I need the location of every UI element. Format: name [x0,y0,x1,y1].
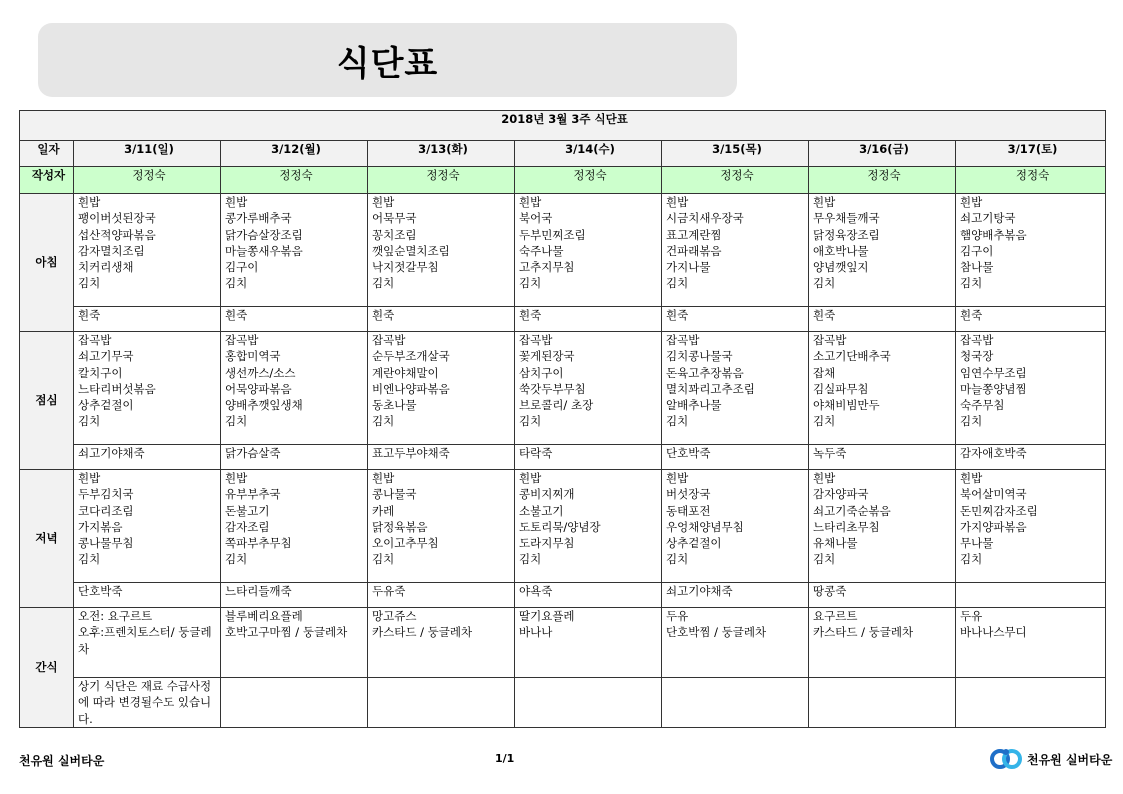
menu-item: 김치 [372,276,395,291]
empty-cell [809,678,956,728]
menu-item: 마늘쫑양념찜 [960,381,1027,396]
menu-item: 어묵무국 [372,211,417,226]
porridge-cell: 단호박죽 [662,445,809,470]
menu-item: 김치 [666,276,689,291]
footer-logo [990,746,1112,772]
menu-cell [368,194,515,307]
menu-item: 김치 [813,276,836,291]
menu-cell [515,470,662,583]
menu-item: 홍합미역국 [225,349,281,364]
menu-item: 도라지무침 [519,536,575,551]
menu-cell [221,470,368,583]
menu-item: 흰밥 [78,471,101,485]
menu-item: 콩가루배추국 [225,211,292,226]
menu-item: 청국장 [960,349,994,364]
menu-item: 김치 [519,552,542,567]
menu-item: 낙지젓갈무침 [372,260,439,275]
menu-item: 흰밥 [960,471,983,485]
logo-icon [990,746,1024,772]
menu-item: 딸기요플레 [519,609,575,623]
porridge-cell: 두유죽 [368,583,515,608]
date-cell: 3/17(토) [956,141,1106,167]
snack-cell [956,608,1106,678]
menu-item: 팽이버섯된장국 [78,211,156,226]
menu-cell [368,470,515,583]
date-cell: 3/14(수) [515,141,662,167]
menu-item: 쪽파부추무침 [225,536,292,551]
menu-item: 김치 [813,552,836,567]
menu-item: 알배추나물 [666,398,722,413]
porridge-cell: 흰죽 [221,307,368,332]
menu-item: 시금치새우장국 [666,211,744,226]
date-cell: 3/16(금) [809,141,956,167]
porridge-cell: 흰죽 [368,307,515,332]
author-cell: 정정숙 [956,167,1106,194]
menu-item: 돈불고기 [225,503,270,518]
menu-item: 유채나물 [813,536,858,551]
menu-item: 망고쥬스 [372,609,417,623]
menu-cell [515,332,662,445]
author-cell: 정정숙 [515,167,662,194]
porridge-cell: 표고두부야채죽 [368,445,515,470]
author-cell: 정정숙 [809,167,956,194]
menu-item: 북어살미역국 [960,487,1027,502]
menu-item: 잡곡밥 [519,333,553,347]
porridge-cell: 쇠고기야채죽 [662,583,809,608]
menu-item: 감자조림 [225,519,270,534]
menu-item: 닭정육장조림 [813,227,880,242]
date-cell: 3/15(목) [662,141,809,167]
menu-item: 흰밥 [372,195,395,209]
menu-item: 바나나 [519,625,553,640]
menu-item: 카레 [372,503,395,518]
menu-item: 가지나물 [666,260,711,275]
porridge-cell: 땅콩죽 [809,583,956,608]
menu-item: 바나나스무디 [960,625,1027,640]
menu-item: 동초나물 [372,398,417,413]
menu-item: 잡곡밥 [666,333,700,347]
menu-item: 두부민찌조림 [519,227,586,242]
porridge-cell: 흰죽 [809,307,956,332]
menu-item: 어묵양파볶음 [225,381,292,396]
menu-item: 흰밥 [813,195,836,209]
meal-label: 아침 [20,194,74,332]
menu-item: 숙주나물 [519,243,564,258]
menu-item: 김실파무침 [813,381,869,396]
menu-item: 소불고기 [519,503,564,518]
menu-item: 김구이 [960,243,994,258]
menu-item: 북어국 [519,211,553,226]
menu-item: 두부김치국 [78,487,134,502]
date-label: 일자 [20,141,74,167]
menu-item: 숙주무침 [960,398,1005,413]
author-cell: 정정숙 [74,167,221,194]
porridge-cell: 감자애호박죽 [956,445,1106,470]
menu-cell [662,194,809,307]
menu-item: 김치 [519,276,542,291]
author-cell: 정정숙 [662,167,809,194]
menu-item: 소고기단배추국 [813,349,891,364]
menu-item: 표고계란찜 [666,227,722,242]
menu-cell [662,470,809,583]
author-label: 작성자 [20,167,74,194]
porridge-cell: 흰죽 [515,307,662,332]
empty-cell [662,678,809,728]
menu-item: 애호박나물 [813,243,869,258]
menu-item: 돈민찌감자조림 [960,503,1038,518]
empty-cell [368,678,515,728]
snack-cell [809,608,956,678]
menu-item: 잡곡밥 [372,333,406,347]
menu-item: 유부부추국 [225,487,281,502]
porridge-cell: 흰죽 [956,307,1106,332]
menu-item: 김치 [519,414,542,429]
menu-item: 콩비지찌개 [519,487,575,502]
author-cell: 정정숙 [221,167,368,194]
menu-cell [956,332,1106,445]
menu-item: 김구이 [225,260,259,275]
menu-item: 코다리조림 [78,503,134,518]
menu-item: 버섯장국 [666,487,711,502]
menu-item: 감자양파국 [813,487,869,502]
menu-item: 김치 [78,414,101,429]
menu-item: 잡채 [813,365,836,380]
menu-item: 꽃게된장국 [519,349,575,364]
menu-item: 비엔나양파볶음 [372,381,450,396]
empty-cell [956,678,1106,728]
menu-item: 양념깻잎지 [813,260,869,275]
snack-cell [368,608,515,678]
menu-item: 가지양파볶음 [960,519,1027,534]
menu-item: 흰밥 [960,195,983,209]
porridge-cell: 야욕죽 [515,583,662,608]
menu-item: 오후:프렌치토스터/ 둥글레차 [78,625,212,656]
menu-item: 흰밥 [225,471,248,485]
meal-table [19,110,1106,728]
menu-cell [74,332,221,445]
footer-org: 천유원 실버타운 [19,754,105,768]
porridge-cell: 단호박죽 [74,583,221,608]
author-cell: 정정숙 [368,167,515,194]
menu-item: 야채비빔만두 [813,398,880,413]
menu-item: 흰밥 [666,195,689,209]
menu-item: 계란야채말이 [372,365,439,380]
menu-item: 쇠고기죽순볶음 [813,503,891,518]
menu-item: 김치 [960,276,983,291]
menu-item: 브로콜리/ 초장 [519,398,594,413]
logo-text: 천유원 실버타운 [1027,752,1113,767]
menu-item: 느타리초무침 [813,519,880,534]
menu-item: 도토리묵/양념장 [519,519,601,534]
menu-item: 잡곡밥 [225,333,259,347]
menu-cell [809,194,956,307]
date-cell: 3/11(일) [74,141,221,167]
menu-cell [74,194,221,307]
menu-item: 꽁치조림 [372,227,417,242]
menu-item: 삼치구이 [519,365,564,380]
porridge-cell: 느타리들깨죽 [221,583,368,608]
menu-item: 참나물 [960,260,994,275]
menu-item: 카스타드 / 둥글레차 [813,625,914,640]
porridge-cell: 타락죽 [515,445,662,470]
menu-item: 오이고추무침 [372,536,439,551]
menu-item: 콩나물무침 [78,536,134,551]
menu-item: 흰밥 [372,471,395,485]
menu-item: 김치 [960,552,983,567]
menu-cell [221,194,368,307]
snack-cell [662,608,809,678]
menu-item: 흰밥 [519,195,542,209]
table-title: 2018년 3월 3주 식단표 [20,111,1106,141]
menu-item: 쇠고기탕국 [960,211,1016,226]
meal-label: 저녁 [20,470,74,608]
menu-item: 흰밥 [666,471,689,485]
snack-cell [515,608,662,678]
menu-item: 무나물 [960,536,994,551]
menu-item: 콩나물국 [372,487,417,502]
menu-item: 흰밥 [519,471,542,485]
empty-cell [221,678,368,728]
menu-cell [221,332,368,445]
menu-item: 카스타드 / 둥글레차 [372,625,473,640]
meal-label: 간식 [20,608,74,728]
menu-item: 단호박찜 / 둥글레차 [666,625,767,640]
menu-item: 상추겉절이 [78,398,134,413]
menu-item: 햄양배추볶음 [960,227,1027,242]
page-number: 1/1 [495,752,515,765]
menu-item: 김치 [960,414,983,429]
snack-cell [221,608,368,678]
porridge-cell: 쇠고기야채죽 [74,445,221,470]
menu-cell [515,194,662,307]
menu-cell [809,470,956,583]
menu-item: 가지볶음 [78,519,123,534]
menu-item: 쑥갓두부무침 [519,381,586,396]
page-title-box [38,23,737,97]
menu-item: 동태포전 [666,503,711,518]
porridge-cell: 흰죽 [74,307,221,332]
menu-item: 건파래볶음 [666,243,722,258]
menu-item: 김치 [225,552,248,567]
menu-item: 김치 [666,552,689,567]
menu-cell [662,332,809,445]
menu-item: 김치 [666,414,689,429]
menu-item: 감자멸치조림 [78,243,145,258]
menu-item: 무우채들깨국 [813,211,880,226]
menu-item: 닭정육볶음 [372,519,428,534]
menu-item: 김치 [813,414,836,429]
menu-cell [809,332,956,445]
menu-item: 흰밥 [225,195,248,209]
menu-item: 우엉채양념무침 [666,519,744,534]
menu-item: 마늘쫑새우볶음 [225,243,303,258]
menu-cell [956,470,1106,583]
menu-item: 임연수무조림 [960,365,1027,380]
porridge-cell: 흰죽 [662,307,809,332]
menu-item: 잡곡밥 [78,333,112,347]
date-cell: 3/12(월) [221,141,368,167]
menu-item: 호박고구마찜 / 둥글레차 [225,625,348,640]
menu-item: 섭산적양파볶음 [78,227,156,242]
menu-item: 양배추깻잎생채 [225,398,303,413]
menu-item: 김치 [225,276,248,291]
menu-cell [74,470,221,583]
menu-item: 두유 [960,609,983,623]
menu-item: 잡곡밥 [960,333,994,347]
menu-item: 생선까스/소스 [225,365,296,380]
menu-item: 멸치꽈리고추조림 [666,381,755,396]
menu-item: 흰밥 [813,471,836,485]
menu-cell [956,194,1106,307]
meal-label: 점심 [20,332,74,470]
empty-cell [515,678,662,728]
menu-item: 고추지무침 [519,260,575,275]
page-title: 식단표 [336,43,439,84]
menu-item: 닭가슴살장조림 [225,227,303,242]
porridge-cell [956,583,1106,608]
menu-item: 요구르트 [813,609,858,623]
menu-item: 칼치구이 [78,365,123,380]
menu-item: 블루베리요플레 [225,609,303,623]
date-cell: 3/13(화) [368,141,515,167]
menu-item: 김치 [78,276,101,291]
menu-item: 흰밥 [78,195,101,209]
menu-item: 깻잎순멸치조림 [372,243,450,258]
menu-item: 김치 [372,414,395,429]
porridge-cell: 녹두죽 [809,445,956,470]
menu-item: 김치 [372,552,395,567]
menu-item: 김치 [225,414,248,429]
menu-item: 치커리생채 [78,260,134,275]
menu-item: 잡곡밥 [813,333,847,347]
menu-item: 오전: 요구르트 [78,609,153,623]
menu-item: 김치 [78,552,101,567]
menu-item: 쇠고기무국 [78,349,134,364]
menu-item: 느타리버섯볶음 [78,381,156,396]
menu-item: 돈육고추장볶음 [666,365,744,380]
menu-item: 김치콩나물국 [666,349,733,364]
menu-cell [368,332,515,445]
porridge-cell: 닭가슴살죽 [221,445,368,470]
snack-cell [74,608,221,678]
menu-item: 두유 [666,609,689,623]
menu-item: 순두부조개살국 [372,349,450,364]
menu-item: 상추겉절이 [666,536,722,551]
notice-text: 상기 식단은 재료 수급사정에 따라 변경될수도 있습니다. [74,678,221,728]
